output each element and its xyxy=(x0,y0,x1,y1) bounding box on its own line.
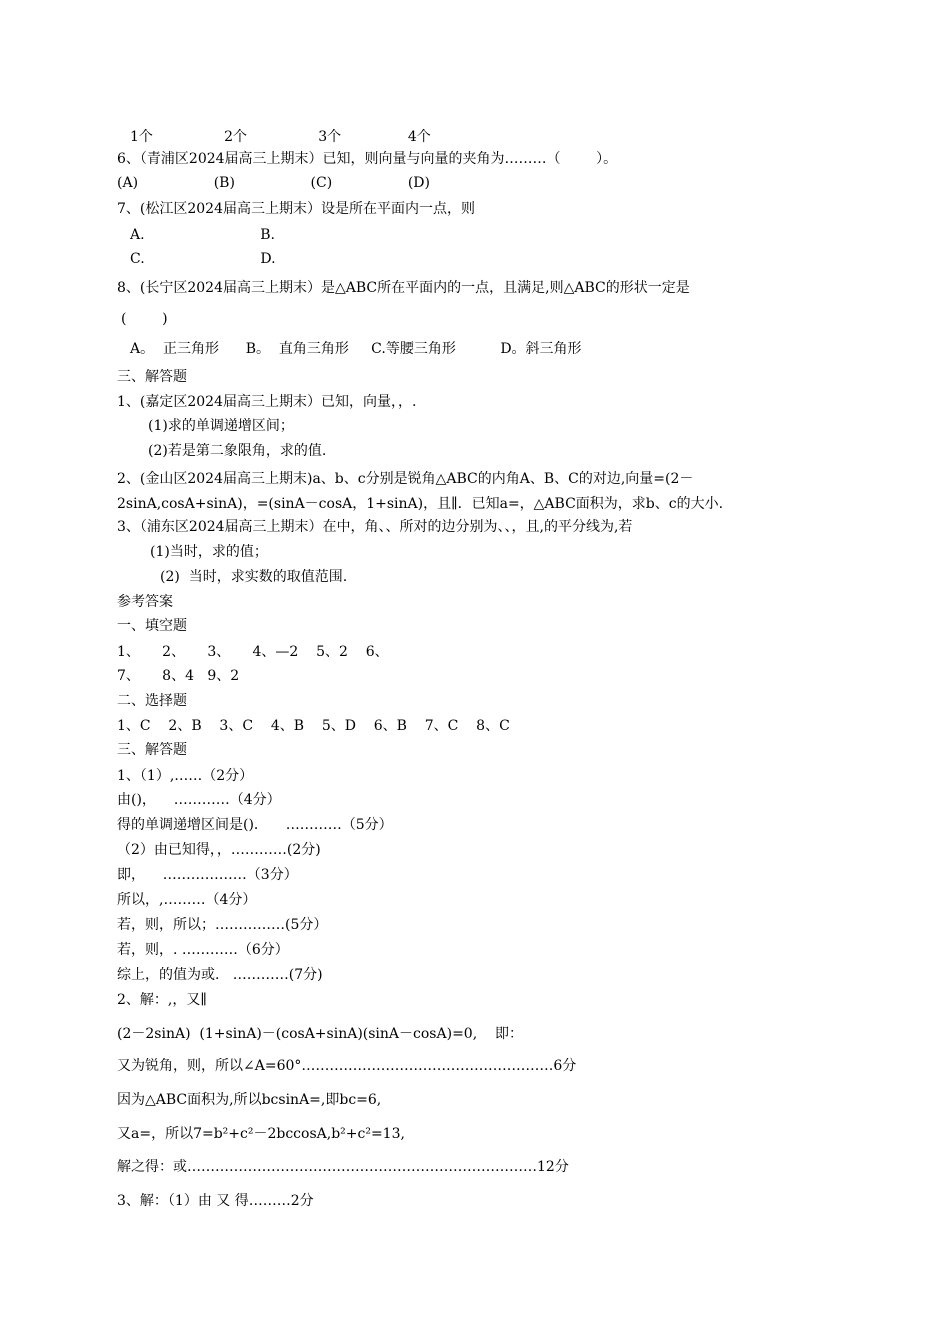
text-line: A。 正三角形 B。 直角三角形 C.等腰三角形 D。斜三角形 xyxy=(130,341,582,357)
text-line: 三、解答题 xyxy=(117,369,187,385)
text-line: 2、解：,，又∥ xyxy=(117,992,207,1008)
text-line: 所以，,………（4分） xyxy=(117,892,257,908)
text-line: 综上，的值为或. …………(7分) xyxy=(117,967,323,983)
text-line: 若，则，所以；……………(5分） xyxy=(117,917,328,933)
text-line: (2)若是第二象限角，求的值. xyxy=(148,443,327,459)
text-line: （2）由已知得，，…………(2分) xyxy=(117,842,321,858)
text-line: 又为锐角，则，所以∠A=60°………………………………………………6分 xyxy=(117,1058,577,1074)
text-line: 8、(长宁区2024届高三上期末）是△ABC所在平面内的一点，且满足,则△ABC的形状一定是 xyxy=(117,280,690,296)
text-line: 7、(松江区2024届高三上期末）设是所在平面内一点，则 xyxy=(117,201,475,217)
text-line: (A) (B) (C) (D) xyxy=(117,175,430,191)
text-line: 1、(嘉定区2024届高三上期末）已知，向量，，. xyxy=(117,394,417,410)
text-line: 又a=，所以7=b²+c²－2bccosA,b²+c²=13, xyxy=(117,1126,405,1142)
text-line: A. B. xyxy=(130,227,276,243)
text-line: 二、选择题 xyxy=(117,693,187,709)
text-line: 1、 2、 3、 4、—2 5、2 6、 xyxy=(117,644,389,660)
text-line: 一、填空题 xyxy=(117,618,187,634)
text-line: 得的单调递增区间是()． …………（5分） xyxy=(117,817,393,833)
text-line: 2sinA,cosA+sinA)，=(sinA－cosA，1+sinA)，且∥．已知a=，△ABC面积为，求b、c的大小. xyxy=(117,496,724,512)
text-line: 3、（浦东区2024届高三上期末）在中，角、、所对的边分别为、、，且,的平分线为,若 xyxy=(117,519,633,535)
text-line: 解之得：或…………………………………………………………………12分 xyxy=(117,1159,569,1175)
text-line: 若，则，. …………（6分） xyxy=(117,942,289,958)
text-line: 1、（1）,……（2分） xyxy=(117,768,254,784)
text-line: C. D. xyxy=(130,251,276,267)
text-line: 6、（青浦区2024届高三上期末）已知，则向量与向量的夹角为………（ ）。 xyxy=(117,151,618,167)
text-line: 由()， …………（4分） xyxy=(117,792,281,808)
text-line: (1)当时，求的值； xyxy=(150,544,268,560)
text-line: 三、解答题 xyxy=(117,742,187,758)
text-line: (1)求的单调递增区间； xyxy=(148,418,294,434)
text-line: (2) 当时，求实数的取值范围. xyxy=(160,569,348,585)
text-line: (2－2sinA) (1+sinA)－(cosA+sinA)(sinA－cosA)=0, 即： xyxy=(117,1026,523,1042)
text-line: 1、C 2、B 3、C 4、B 5、D 6、B 7、C 8、C xyxy=(117,718,510,734)
text-line: 2、(金山区2024届高三上期末)a、b、c分别是锐角△ABC的内角A、B、C的对边,向量=(2－ xyxy=(117,471,694,487)
text-line: 3、解：（1）由 又 得………2分 xyxy=(117,1193,314,1209)
text-line: 因为△ABC面积为,所以bcsinA=,即bc=6, xyxy=(117,1092,382,1108)
text-line: 1个 2个 3个 4个 xyxy=(130,129,431,145)
text-line: 7、 8、4 9、2 xyxy=(117,668,240,684)
text-line: 参考答案 xyxy=(117,594,173,610)
text-line: 即， ………………（3分） xyxy=(117,867,298,883)
text-line: ( ) xyxy=(121,311,168,327)
